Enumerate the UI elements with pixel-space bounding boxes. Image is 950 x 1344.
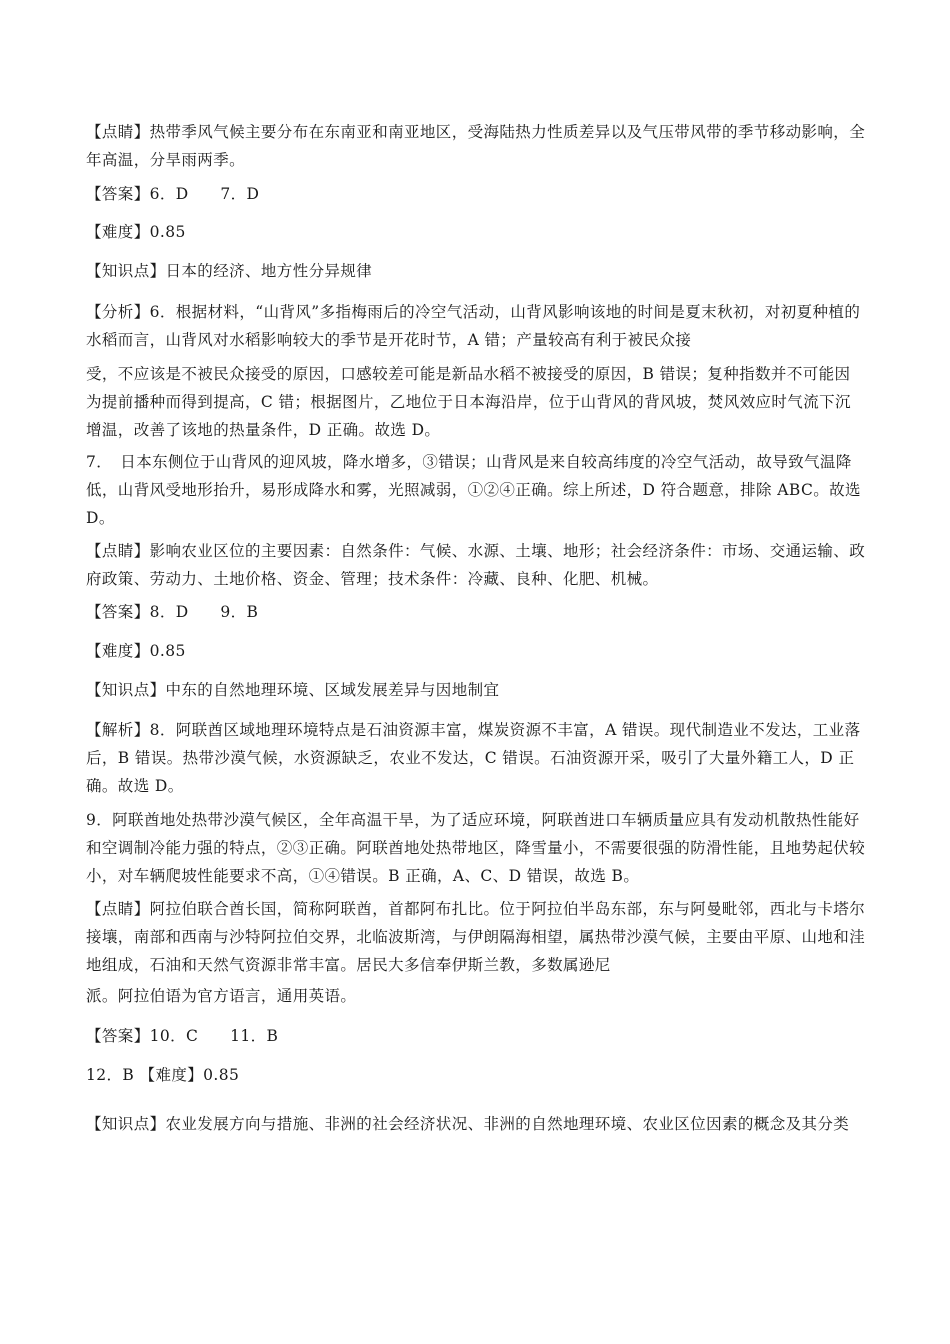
answer-6-7: 【答案】6．D 7．D [86, 185, 260, 203]
explanation-8: 【解析】8．阿联酋区域地理环境特点是石油资源丰富，煤炭资源不丰富，A 错误。现代制造业不发达，工业落后，B 错误。热带沙漠气候，水资源缺乏，农业不发达，C 错误。石油资源开采，吸引了大量外籍工人，D 正确。故选 D。 [86, 721, 861, 795]
answer-8-9: 【答案】8．D 9．B [86, 603, 259, 621]
explanation-9: 9．阿联酋地处热带沙漠气候区，全年高温干旱，为了适应环境，阿联酋进口车辆质量应具有发动机散热性能好和空调制冷能力强的特点，②③正确。阿联酋地处热带地区，降雪量小，不需要很强的防滑性能，且地势起伏较小，对车辆爬坡性能要求不高，①④错误。B 正确，A、C、D 错误，故选 B。 [86, 811, 866, 885]
note-uae: 【点睛】阿拉伯联合酋长国，简称阿联酋，首都阿布扎比。位于阿拉伯半岛东部，东与阿曼毗邻，西北与卡塔尔接壤，南部和西南与沙特阿拉伯交界，北临波斯湾，与伊朗隔海相望，属热带沙漠气候，主要由平原、山地和洼地组成，石油和天然气资源非常丰富。居民大多信奉伊斯兰教，多数属逊尼 [86, 900, 866, 974]
knowledge-point-8-9: 【知识点】中东的自然地理环境、区域发展差异与因地制宜 [86, 681, 500, 699]
note-tropical-monsoon: 【点睛】热带季风气候主要分布在东南亚和南亚地区，受海陆热力性质差异以及气压带风带的季节移动影响，全年高温，分旱雨两季。 [86, 123, 866, 169]
analysis-6-part2: 受，不应该是不被民众接受的原因，口感较差可能是新品水稻不被接受的原因，B 错误；复种指数并不可能因为提前播种而得到提高，C 错；根据图片，乙地位于日本海沿岸，位于山背风的背风坡，焚风效应时气流下沉增温，改善了该地的热量条件，D 正确。故选 D。 [86, 365, 851, 439]
answer-10-11: 【答案】10．C 11．B [86, 1027, 279, 1045]
analysis-7: 7． 日本东侧位于山背风的迎风坡，降水增多，③错误；山背风是来自较高纬度的冷空气活动，故导致气温降低，山背风受地形抬升，易形成降水和雾，光照减弱，①②④正确。综上所述，D 符合题意，排除 ABC。故选 D。 [86, 453, 867, 527]
answer-12-difficulty: 12．B 【难度】0.85 [86, 1066, 240, 1084]
knowledge-point-10-12: 【知识点】农业发展方向与措施、非洲的社会经济状况、非洲的自然地理环境、农业区位因素的概念及其分类 [86, 1115, 850, 1133]
difficulty-6-7: 【难度】0.85 [86, 223, 186, 241]
knowledge-point-6-7: 【知识点】日本的经济、地方性分异规律 [86, 262, 373, 280]
note-agriculture-location: 【点睛】影响农业区位的主要因素：自然条件：气候、水源、土壤、地形；社会经济条件：市场、交通运输、政府政策、劳动力、土地价格、资金、管理；技术条件：冷藏、良种、化肥、机械。 [86, 542, 866, 588]
note-uae-continued: 派。阿拉伯语为官方语言，通用英语。 [86, 987, 357, 1005]
analysis-6-part1: 【分析】6．根据材料，“山背风”多指梅雨后的冷空气活动，山背风影响该地的时间是夏末秋初，对初夏种植的水稻而言，山背风对水稻影响较大的季节是开花时节，A 错；产量较高有利于被民众接 [86, 303, 861, 349]
difficulty-8-9: 【难度】0.85 [86, 642, 186, 660]
